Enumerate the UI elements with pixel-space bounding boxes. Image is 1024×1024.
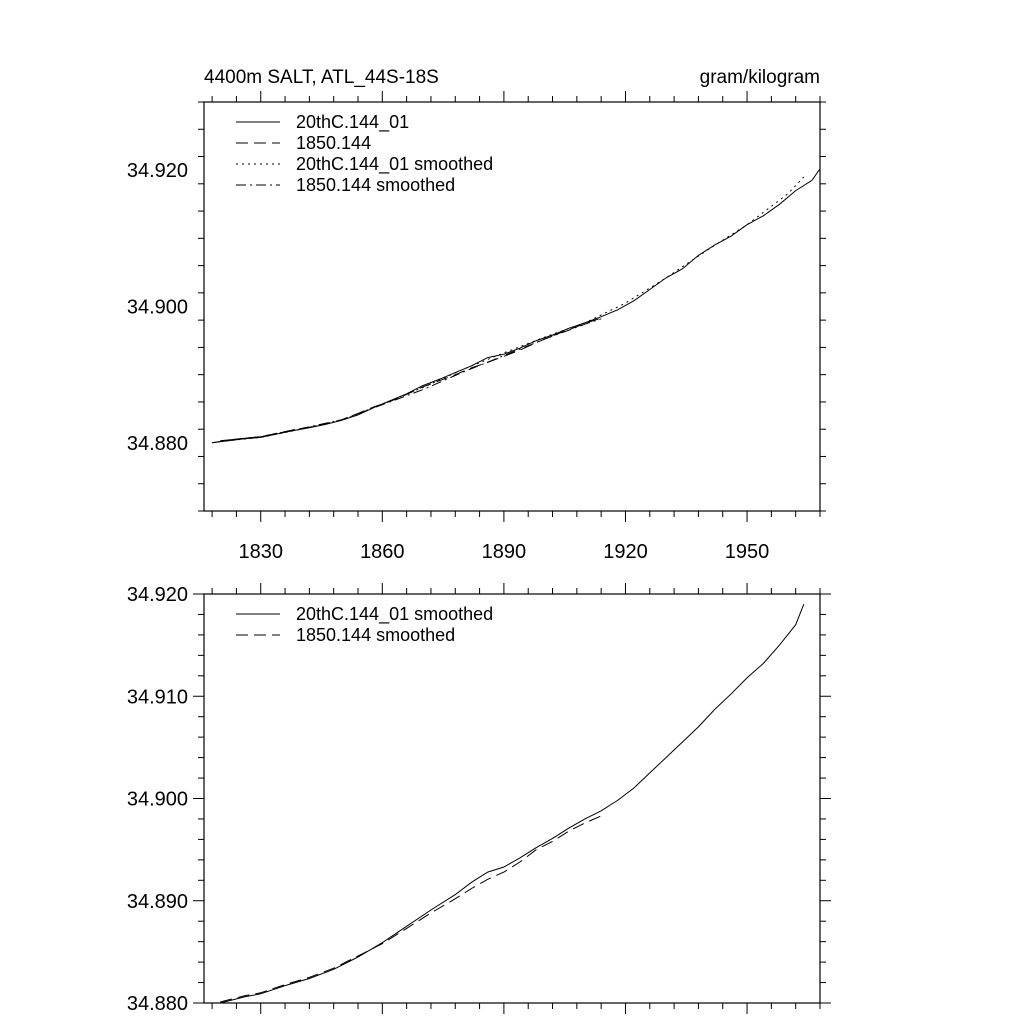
y-tick-label: 34.920 [126, 160, 188, 183]
series-line-2 [212, 318, 601, 443]
y-tick-label: 34.900 [126, 788, 188, 811]
y-tick-label: 34.880 [126, 432, 188, 455]
figure-units: gram/kilogram [699, 67, 820, 88]
x-tick-label: 1950 [724, 541, 770, 563]
y-tick-label: 34.900 [126, 296, 188, 319]
plot-frame [204, 594, 820, 1003]
x-tick-label: 1830 [238, 541, 283, 563]
y-tick-label: 34.890 [126, 890, 188, 913]
x-tick-label: 1860 [360, 541, 405, 563]
legend-label: 1850.144 smoothed [296, 175, 456, 195]
series-line-3 [220, 177, 804, 442]
legend-label: 20thC.144_01 [296, 112, 410, 132]
y-tick-label: 34.880 [126, 993, 188, 1015]
figure-title: 4400m SALT, ATL_44S-18S [204, 67, 439, 88]
series-line-2 [220, 816, 601, 1002]
y-tick-label: 34.920 [126, 584, 188, 606]
legend-label: 1850.144 smoothed [296, 625, 456, 645]
legend-label: 20thC.144_01 smoothed [296, 154, 494, 174]
series-line-1 [220, 604, 804, 1003]
y-tick-label: 34.910 [126, 686, 188, 709]
legend-label: 1850.144 [296, 133, 372, 153]
bottom-panel [127, 583, 831, 1015]
top-panel [127, 91, 826, 563]
series-line-1 [212, 169, 820, 443]
x-tick-label: 1920 [603, 541, 648, 563]
legend-label: 20thC.144_01 smoothed [296, 604, 494, 624]
x-tick-label: 1890 [481, 541, 527, 563]
